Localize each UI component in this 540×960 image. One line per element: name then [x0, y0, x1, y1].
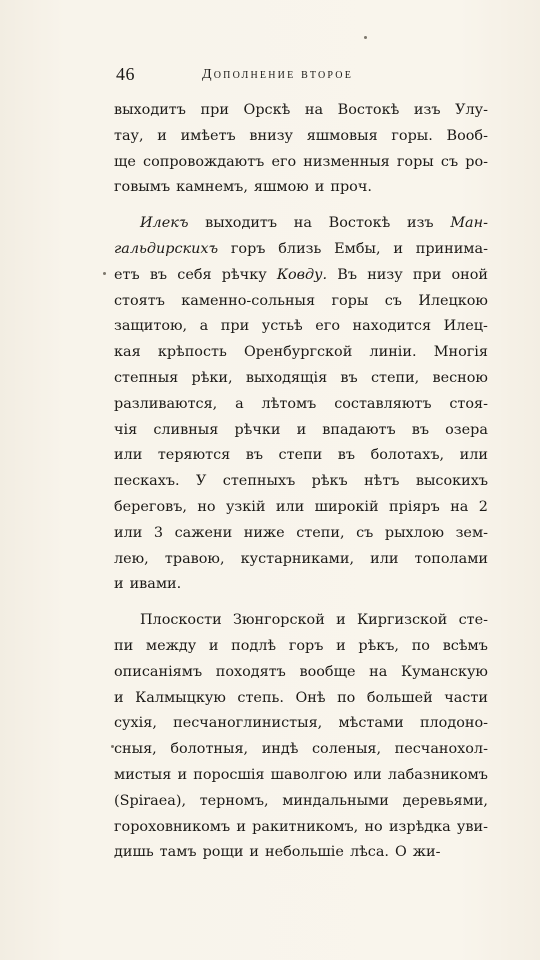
word: тамъ [159, 844, 197, 861]
word: низменныя [303, 153, 390, 170]
word: и [114, 689, 124, 706]
word: между [145, 637, 197, 654]
word: на [304, 102, 324, 118]
word: оной [451, 266, 488, 283]
word: ракитникомъ, [252, 818, 359, 835]
text-line [114, 711, 488, 737]
word: чія [114, 421, 138, 438]
word: и [314, 179, 325, 196]
word: изъ [413, 102, 441, 118]
word: по [337, 689, 356, 706]
word: лѣса. [349, 844, 389, 861]
word: Вооб- [446, 127, 488, 144]
word: нѣтъ [364, 473, 400, 490]
word: себя [177, 266, 212, 283]
word: выходящія [245, 369, 328, 386]
word: рѣкъ [311, 473, 348, 490]
text-line [114, 634, 488, 660]
word: сажени [174, 524, 233, 541]
word: его [271, 153, 297, 170]
word: Востокѣ [337, 102, 400, 118]
word: или [459, 447, 488, 464]
word: кустарниками, [240, 550, 355, 567]
word: широкій [314, 498, 379, 515]
word: ще [114, 153, 136, 170]
word: находится [352, 318, 432, 335]
text-line [114, 289, 488, 315]
word: сливныя [153, 421, 219, 438]
text-line [114, 418, 488, 444]
word: при [412, 266, 442, 283]
word: ниже [243, 524, 285, 541]
word: и [249, 844, 260, 861]
running-head: Дополнение второе [202, 67, 354, 82]
text-line [114, 263, 488, 289]
word: имѣетъ [180, 127, 236, 144]
word: въ [245, 447, 264, 464]
word: или [114, 447, 143, 464]
text-line [114, 686, 488, 712]
word: выходитъ [114, 102, 186, 118]
word: лабазникомъ [387, 766, 488, 783]
text-line [114, 660, 488, 686]
text-line [114, 392, 488, 418]
word: изъ [406, 215, 434, 232]
word: или [370, 550, 399, 567]
word: мистыя [114, 766, 172, 783]
word: и [208, 637, 219, 654]
word: впадаютъ [322, 421, 396, 438]
word: песчаноглинистыя, [173, 715, 323, 732]
word: тополами [414, 550, 488, 567]
paper-speck [111, 745, 114, 748]
word: дишь [114, 844, 154, 861]
word: степи, [370, 369, 420, 386]
word: горы [331, 292, 369, 309]
text-line [114, 608, 488, 634]
word: рѣкъ, [358, 637, 400, 654]
word: береговъ, [114, 498, 187, 515]
word: яшмою [253, 179, 309, 196]
page-number: 46 [116, 64, 135, 84]
word: травою, [164, 550, 225, 567]
word: (Spiraea), [114, 792, 187, 809]
word: близь [278, 240, 322, 257]
text-line [114, 495, 488, 521]
word: етъ [114, 266, 140, 283]
word: рѣчку [221, 266, 267, 283]
word: Плоскости [140, 612, 222, 629]
word: кая [114, 344, 141, 361]
word: при [200, 102, 229, 118]
word: тау, [114, 127, 144, 144]
text-line [114, 547, 488, 573]
word: на [450, 498, 469, 515]
word: его [315, 318, 341, 335]
word: узкій [225, 498, 266, 515]
word: крѣпость [157, 344, 227, 361]
word: озера [445, 421, 488, 438]
word: а [199, 318, 209, 335]
paragraph-gap [114, 598, 488, 608]
word: Илецкою [418, 292, 488, 309]
word: болотныя, [170, 741, 249, 758]
word: принима- [415, 240, 488, 257]
text-line [114, 737, 488, 763]
word: съ [440, 153, 459, 170]
word: Оренбургской [244, 344, 353, 361]
text-line [114, 469, 488, 495]
paper-speck [364, 36, 367, 39]
word: степи [278, 447, 323, 464]
word: и [177, 766, 188, 783]
word: и [114, 576, 124, 593]
word: въ [149, 266, 168, 283]
text-line [114, 98, 488, 124]
text-line [114, 572, 488, 598]
text-line [114, 815, 488, 841]
word: теряются [157, 447, 231, 464]
word: Орскѣ [243, 102, 291, 118]
paragraph [114, 211, 488, 598]
word: миндальными [282, 792, 389, 809]
word: низу [367, 266, 403, 283]
text-line [114, 521, 488, 547]
word: Востокѣ [328, 215, 391, 232]
word: рѣки, [191, 369, 233, 386]
text-line [114, 340, 488, 366]
word: 2 [478, 498, 488, 515]
word: яшмовыя [306, 127, 378, 144]
paragraph-gap [114, 201, 488, 211]
word: Киргизской [357, 612, 448, 629]
word: жи- [412, 844, 441, 861]
text-line [114, 237, 488, 263]
word: зем- [455, 524, 488, 541]
text-line [114, 211, 488, 237]
word: степь. [237, 689, 284, 706]
word: Зюнгорской [233, 612, 325, 629]
word: каменно-сольныя [181, 292, 316, 309]
word: и [157, 127, 167, 144]
word: а [235, 395, 244, 412]
word: большей [366, 689, 433, 706]
word: Ковду. [276, 266, 328, 283]
word: горы. [391, 127, 433, 144]
word: Въ [337, 266, 358, 283]
word: гороховникомъ [114, 818, 231, 835]
word: вообще [299, 663, 356, 680]
word: и [236, 818, 246, 835]
word: уви- [456, 818, 488, 835]
word: но [364, 818, 383, 835]
word: мѣстами [338, 715, 404, 732]
word: высокихъ [415, 473, 488, 490]
word: У [195, 473, 207, 490]
word: Илекъ [140, 215, 189, 232]
word: или [114, 524, 143, 541]
page-header [116, 64, 416, 88]
word: сте- [458, 612, 488, 629]
word: Ембы, [334, 240, 381, 257]
word: линіи. [369, 344, 417, 361]
paragraph [114, 608, 488, 866]
word: или [353, 766, 382, 783]
word: въ [411, 421, 429, 438]
word: песчанохол- [394, 741, 488, 758]
word: походятъ [215, 663, 286, 680]
word: съ [356, 524, 374, 541]
word: ро- [465, 153, 488, 170]
word: и [393, 240, 403, 257]
word: 3 [153, 524, 164, 541]
paragraph [114, 98, 488, 201]
word: сопровождаютъ [143, 153, 265, 170]
word: сныя, [114, 741, 157, 758]
word: внизу [249, 127, 294, 144]
word: болотахъ, [370, 447, 445, 464]
word: разливаются, [114, 395, 218, 412]
word: плодоно- [419, 715, 488, 732]
word: соленыя, [311, 741, 382, 758]
word: гальдирскихъ [114, 240, 219, 257]
word: защитою, [114, 318, 188, 335]
word: ивами. [129, 576, 182, 593]
word: пескахъ. [114, 473, 180, 490]
word: лею, [114, 550, 149, 567]
word: индѣ [261, 741, 299, 758]
word: горъ [288, 637, 324, 654]
word: при [220, 318, 250, 335]
word: Ман- [450, 215, 488, 232]
word: и [296, 421, 307, 438]
word: рыхлою [384, 524, 445, 541]
word: Калмыцкую [135, 689, 226, 706]
paper-speck [103, 272, 106, 275]
word: или [275, 498, 305, 515]
word: по [411, 637, 430, 654]
word: Улу- [455, 102, 488, 118]
word: подлѣ [231, 637, 277, 654]
word: проч. [330, 179, 372, 196]
text-line [114, 763, 488, 789]
word: изрѣдка [388, 818, 451, 835]
word: лѣтомъ [261, 395, 317, 412]
word: горъ [230, 240, 266, 257]
word: поросшія [193, 766, 265, 783]
text-line [114, 124, 488, 150]
word: терномъ, [199, 792, 269, 809]
word: стоятъ [114, 292, 165, 309]
word: небольшіе [265, 844, 344, 861]
text-line [114, 314, 488, 340]
text-line [114, 366, 488, 392]
word: степи, [296, 524, 345, 541]
word: Куманскую [400, 663, 488, 680]
word: пи [114, 637, 134, 654]
word: весною [432, 369, 488, 386]
word: и [336, 612, 346, 629]
word: рощи [202, 844, 244, 861]
word: въ [340, 369, 358, 386]
word: говымъ [114, 179, 171, 196]
text-line [114, 150, 488, 176]
word: стоя- [449, 395, 488, 412]
text-line [114, 789, 488, 815]
word: описаніямъ [114, 663, 203, 680]
word: степныя [114, 369, 179, 386]
word: выходитъ [205, 215, 278, 232]
word: на [293, 215, 312, 232]
word: части [444, 689, 488, 706]
word: камнемъ, [176, 179, 248, 196]
text-line [114, 443, 488, 469]
word: сухія, [114, 715, 157, 732]
word: устьѣ [261, 318, 303, 335]
word: на [369, 663, 388, 680]
body-text [114, 98, 488, 866]
word: О [394, 844, 407, 861]
word: шаволгою [270, 766, 348, 783]
word: Многія [433, 344, 488, 361]
word: Онѣ [295, 689, 326, 706]
word: пріяръ [388, 498, 440, 515]
word: Илец- [443, 318, 488, 335]
text-line [114, 175, 488, 201]
word: степныхъ [222, 473, 296, 490]
text-line [114, 840, 488, 866]
word: горы [396, 153, 434, 170]
word: деревьями, [402, 792, 488, 809]
word: въ [337, 447, 356, 464]
word: но [197, 498, 216, 515]
word: составляютъ [334, 395, 432, 412]
word: рѣчки [234, 421, 281, 438]
word: и [336, 637, 346, 654]
word: всѣмъ [442, 637, 488, 654]
word: съ [384, 292, 402, 309]
